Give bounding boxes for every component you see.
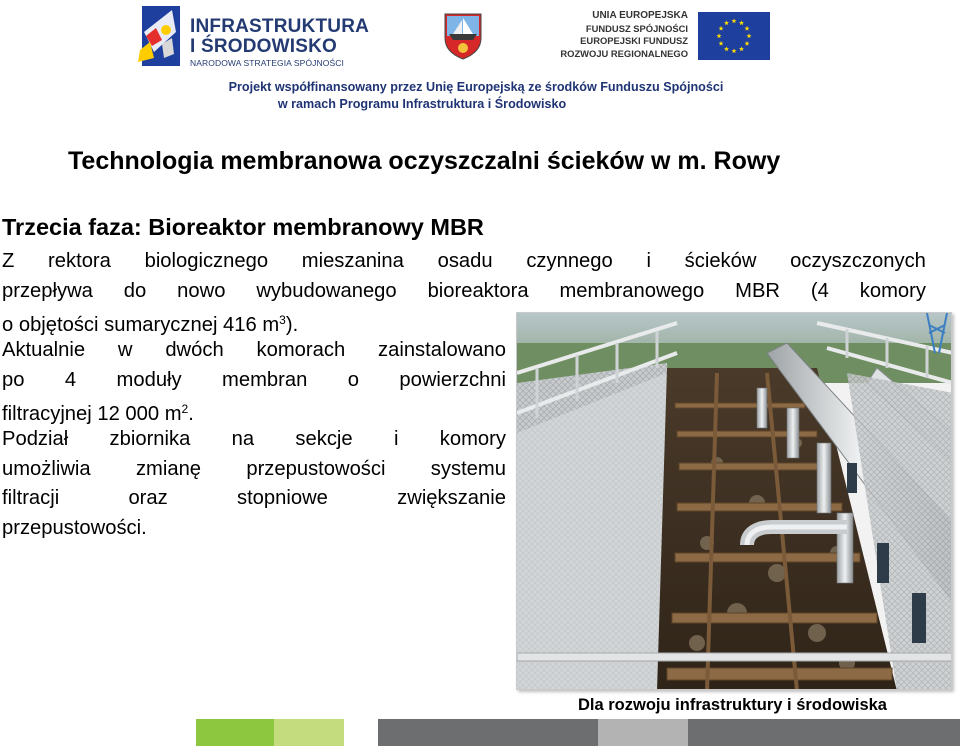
eu-logo-text (560, 10, 688, 60)
color-bar-segment (274, 719, 344, 746)
area-superscript: 2 (181, 402, 189, 416)
eu-logo-line3: EUROPEJSKI FUNDUSZ (580, 35, 688, 46)
eu-logo-line2: FUNDUSZ SPÓJNOŚCI (585, 22, 688, 34)
color-bar-segment (688, 719, 960, 746)
word: Z (2, 250, 15, 272)
word: przepustowości (246, 457, 386, 480)
eu-logo-line4: ROZWOJU REGIONALNEGO (560, 47, 688, 59)
word: przepływa (2, 279, 93, 302)
word: o (347, 368, 359, 391)
volume-text-end: ). (285, 314, 299, 336)
word: mieszanina (301, 250, 404, 272)
word: oraz (128, 487, 168, 509)
phase-title: Trzecia faza: Bioreaktor membranowy MBR (2, 214, 484, 240)
word: po (2, 368, 25, 391)
word: do (123, 279, 147, 302)
cofinance-line2: w ramach Programu Infrastruktura i Środowisko (277, 97, 567, 111)
word: MBR (735, 279, 781, 302)
paragraph-division-line3 (2, 484, 506, 514)
word: stopniowe (236, 487, 328, 509)
word: rektora (48, 250, 111, 272)
volume-text: o objętości sumarycznej 416 m (2, 314, 280, 336)
word: nowo (177, 279, 226, 302)
word: ścieków (684, 250, 757, 272)
word: zwiększanie (397, 487, 506, 509)
page-title: Technologia membranowa oczyszczalni ścieków w m. Rowy (68, 147, 781, 175)
area-text: filtracyjnej 12 000 m (2, 403, 182, 425)
area-text-end: . (188, 403, 194, 425)
paragraph-modules-line1 (2, 336, 506, 366)
eu-logo-line1: UNIA EUROPEJSKA (592, 10, 688, 21)
paragraph-division (2, 425, 506, 543)
word: zbiornika (109, 428, 191, 450)
word: 4 (64, 368, 77, 391)
color-bar-segment (196, 719, 274, 746)
color-bar-segment (598, 719, 688, 746)
word: powierzchni (399, 368, 506, 391)
word: komory (439, 428, 506, 450)
word: zainstalowano (378, 339, 506, 361)
color-bar-segment (378, 719, 598, 746)
word: membranowego (559, 279, 705, 302)
word: komorach (256, 339, 346, 361)
word: filtracji (2, 487, 60, 509)
paragraph-division-line4: przepustowości. (2, 516, 147, 539)
paragraph-intro-line2 (2, 277, 926, 307)
word: (4 (810, 279, 829, 302)
word: biologicznego (144, 250, 269, 272)
word: dwóch (165, 339, 224, 361)
municipal-crest-icon (443, 12, 483, 60)
word: membran (222, 368, 308, 391)
word: Aktualnie (2, 339, 86, 361)
logo-is-line2: I ŚRODOWISKO (190, 36, 338, 57)
word: systemu (430, 457, 506, 480)
word: w (117, 339, 133, 361)
word: czynnego (526, 250, 613, 272)
eu-flag-icon (698, 12, 770, 60)
volume-superscript: 3 (279, 313, 286, 327)
paragraph-intro-line1 (2, 247, 926, 277)
word: sekcje (295, 428, 353, 450)
word: komory (859, 279, 926, 302)
word: i (393, 428, 399, 450)
bioreactor-photo (516, 312, 952, 690)
national-strategy-logo-icon (132, 2, 188, 70)
word: i (646, 250, 651, 272)
word: Podział (2, 428, 69, 450)
logo-is-line1: INFRASTRUKTURA (190, 16, 370, 37)
word: wybudowanego (256, 279, 397, 302)
word: moduły (116, 368, 182, 391)
bioreactor-illustration (517, 313, 952, 690)
bottom-color-bar (196, 719, 960, 746)
paragraph-division-line2 (2, 455, 506, 485)
word: bioreaktora (427, 279, 529, 302)
infrastruktura-srodowisko-logo (132, 2, 370, 70)
color-bar-segment (344, 719, 378, 746)
footer-slogan: Dla rozwoju infrastruktury i środowiska (578, 696, 887, 714)
paragraph-modules (2, 336, 506, 430)
paragraph-modules-line2 (2, 366, 506, 396)
municipal-crest (443, 12, 483, 60)
word: oczyszczonych (790, 250, 926, 272)
word: na (231, 428, 255, 450)
logo-is-line3: NARODOWA STRATEGIA SPÓJNOŚCI (190, 58, 344, 68)
word: umożliwia (2, 457, 91, 480)
paragraph-division-line1 (2, 425, 506, 455)
word: zmianę (135, 457, 202, 480)
cofinance-line1: Projekt współfinansowany przez Unię Europejską ze środków Funduszu Spójności (228, 80, 724, 94)
eu-logo (560, 8, 770, 64)
word: osadu (437, 250, 493, 272)
